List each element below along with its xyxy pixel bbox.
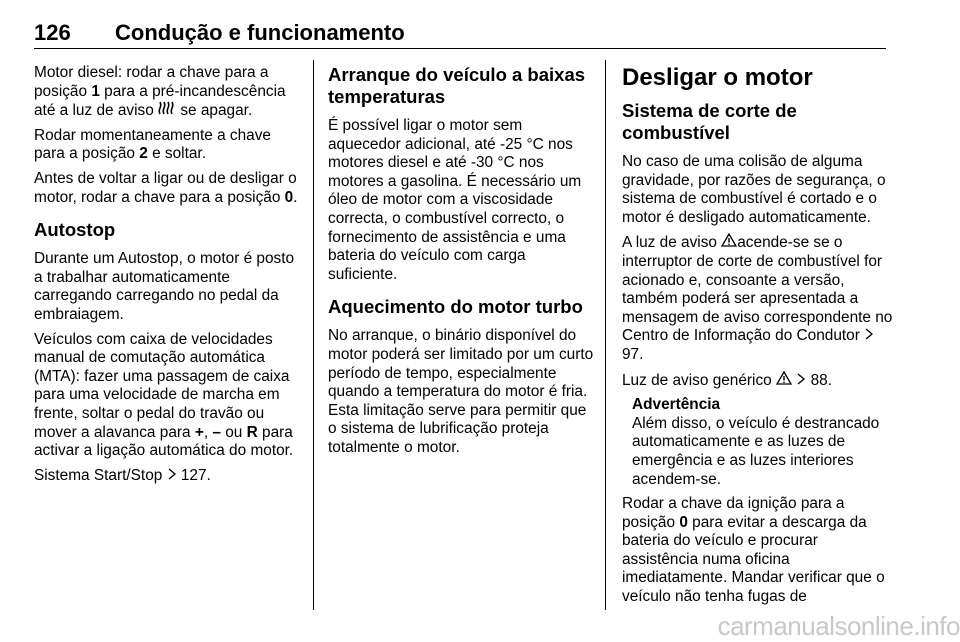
paragraph: Sistema Start/Stop 127. bbox=[34, 466, 211, 484]
page-title: Condução e funcionamento bbox=[115, 20, 405, 45]
paragraph: É possível ligar o motor sem aquecedor adicional, até -25 °C nos motores diesel e até -30 °C nos motores a gasolina. É necessário um óleo de motor com a viscosidade correcta, o combustível correcto, o fornecimento de assistência e uma bateria do veículo com carga suficiente. bbox=[328, 117, 582, 283]
column-1 bbox=[34, 64, 304, 491]
column-divider bbox=[313, 60, 314, 610]
paragraph: A luz de aviso acende-se se o interruptor de corte de combustível for acionado e, consoante a versão, também poderá ser apresentada a mensagem de aviso correspondente no Centro de Informação do Condutor 97. bbox=[622, 234, 893, 363]
paragraph: Luz de aviso genérico 88. bbox=[622, 371, 832, 389]
warning-triangle-icon bbox=[721, 233, 737, 251]
section-heading: Aquecimento do motor turbo bbox=[328, 296, 583, 318]
watermark: carmanualsonline.info bbox=[717, 611, 960, 641]
paragraph: No arranque, o binário disponível do motor poderá ser limitado por um curto período de tempo, especialmente quando a temperatura do motor é fria. Esta limitação serve para permitir que o sistema de lubrificação proteja totalmente o motor. bbox=[328, 327, 594, 456]
paragraph: No caso de uma colisão de alguma gravidade, por razões de segurança, o sistema de combustível é cortado e o motor é desligado automaticamente. bbox=[622, 153, 886, 226]
column-divider bbox=[605, 60, 606, 610]
section-heading: Arranque do veículo a baixas temperaturas bbox=[328, 64, 586, 107]
paragraph: Rodar a chave da ignição para a posição 0 para evitar a descarga da bateria do veículo e procurar assistência numa oficina imediatamente. Mandar verificar que o veículo não tenha fugas de bbox=[622, 495, 885, 606]
paragraph: Durante um Autostop, o motor é posto a trabalhar automaticamente carregando carregando no pedal da embraiagem. bbox=[34, 250, 295, 323]
section-heading: Sistema de corte de combustível bbox=[622, 100, 797, 143]
page-reference-icon[interactable] bbox=[864, 328, 874, 344]
warning-title: Advertência bbox=[632, 396, 721, 414]
column-2 bbox=[328, 64, 598, 464]
paragraph: Rodar momentaneamente a chave para a posição 2 e soltar. bbox=[34, 126, 271, 163]
warning-triangle-icon bbox=[776, 371, 792, 389]
paragraph: Antes de voltar a ligar ou de desligar o motor, rodar a chave para a posição 0. bbox=[34, 169, 298, 206]
header-rule bbox=[34, 48, 886, 49]
column-3 bbox=[622, 64, 894, 613]
paragraph: Motor diesel: rodar a chave para a posição 1 para a pré-incandescência até a luz de aviso se apagar. bbox=[34, 64, 286, 120]
page-reference-icon[interactable] bbox=[796, 373, 806, 389]
warning-text: Além disso, o veículo é destrancado automaticamente e as luzes de emergência e as luzes interiores acendem-se. bbox=[632, 414, 880, 488]
glow-plug-icon bbox=[158, 101, 176, 119]
warning-box bbox=[622, 396, 894, 489]
page-header bbox=[34, 20, 884, 50]
page-number: 126 bbox=[34, 20, 71, 45]
paragraph: Veículos com caixa de velocidades manual de comutação automática (MTA): fazer uma passagem de caixa para uma velocidade de marcha em frente, soltar o pedal do travão ou mover a alavanca para +, – ou R para activar a ligação automática do motor. bbox=[34, 330, 294, 460]
section-heading: Autostop bbox=[34, 219, 116, 241]
chapter-heading: Desligar o motor bbox=[622, 64, 813, 91]
page-reference-icon[interactable] bbox=[167, 468, 177, 484]
